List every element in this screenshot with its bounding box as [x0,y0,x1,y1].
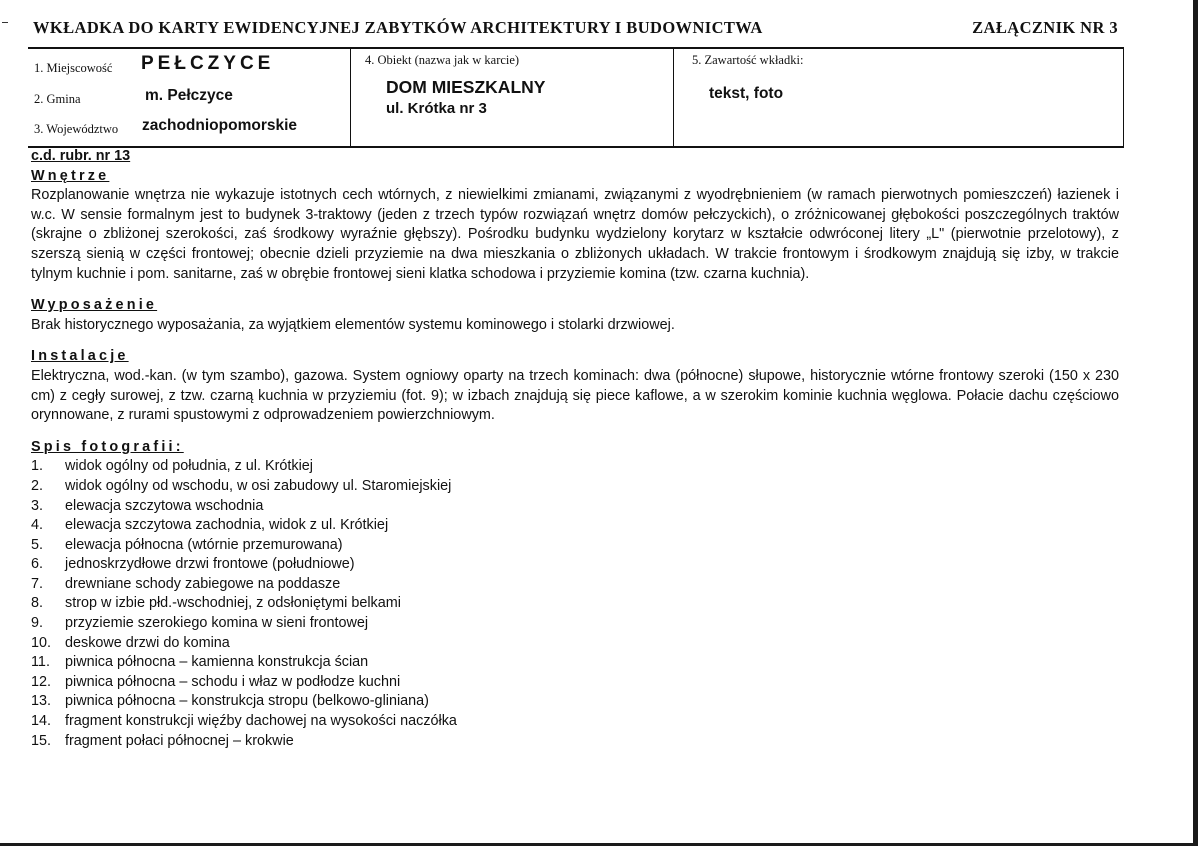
item-number: 3. [31,497,44,514]
list-item [31,712,1119,732]
item-number: 13. [31,693,52,710]
item-text: jednoskrzydłowe drzwi frontowe (południowe) [65,556,355,573]
object-label: 4. Obiekt (nazwa jak w karcie) [365,53,520,67]
contents-value: tekst, foto [709,85,784,102]
section-text: Elektryczna, wod.-kan. (w tym szambo), gazowa. System ogniowy oparty na trzech kominach: dwa (północne) słupowe, historycznie wtórne frontowy szeroki (150 x 230 cm) z cegły surowej, z tzw. czarną kuchnia w przyziemiu (fot. 9); w izbach znajdują się piece kaflowe, a w szerokim kominie kuchnia węglowa. Połacie dachu częściowo orynnowane, z rurami spustowymi z odprowadzeniem powierzchniowym. [31,367,1119,424]
photo-list-heading: Spis fotografii: [31,438,184,455]
list-item [31,692,1119,712]
item-text: elewacja szczytowa wschodnia [65,497,264,514]
section-interior [31,167,1119,285]
item-number: 1. [31,458,44,475]
item-text: piwnica północna – konstrukcja stropu (belkowo-gliniana) [65,693,429,710]
list-item [31,653,1119,673]
info-table [28,47,1124,148]
section-heading: Instalacje [31,348,129,365]
object-name: DOM MIESZKALNY [386,77,546,97]
contents-column [673,49,1124,146]
document-body [31,147,1119,751]
item-text: fragment połaci północnej – krokwie [65,732,294,749]
continuation-note: c.d. rubr. nr 13 [31,148,131,164]
list-item [31,614,1119,634]
scan-edge-right [1193,0,1198,846]
section-text: Brak historycznego wyposażania, za wyjątkiem elementów systemu kominowego i stolarki drzwiowej. [31,316,675,333]
locality-value: PEŁCZYCE [141,53,275,74]
item-number: 5. [31,536,44,553]
item-number: 14. [31,713,52,730]
list-item [31,516,1119,536]
list-item [31,575,1119,595]
section-text: Rozplanowanie wnętrza nie wykazuje istotnych cech wtórnych, z niewielkimi zmianami, związanymi z wyodrębnieniem (w ramach pierwotnych pomieszczeń) łazienek i w.c. W sensie formalnym jest to budynek 3-traktowy (jeden z trzech typów rozwiązań wnętrz domów pełczyckich), o zróżnicowanej głębokości poszczególnych traktów (skrajne o zbliżonej szerokości, zaś środkowy wyraźnie głębszy). Pośrodku budynku wydzielony korytarz w kształcie odwróconej litery „L" (pierwotnie przelotowy), z szerszą sienią w części frontowej; obecnie dzieli przyziemie na dwa mieszkania o zbliżonych układach. W trakcie frontowym i środkowym znajdują się izby, w trakcie tylnym kuchnie i pom. sanitarne, zaś w obrębie frontowej sieni klatka schodowa i przyziemie komina (tzw. czarna kuchnia). [31,187,1119,282]
item-text: widok ogólny od wschodu, w osi zabudowy ul. Staromiejskiej [65,477,452,494]
list-item [31,555,1119,575]
contents-label: 5. Zawartość wkładki: [692,53,804,67]
section-installations [31,347,1119,425]
document-title: WKŁADKA DO KARTY EWIDENCYJNEJ ZABYTKÓW ARCHITEKTURY I BUDOWNICTWA [33,18,763,37]
list-item [31,634,1119,654]
object-column [350,49,673,146]
item-text: widok ogólny od południa, z ul. Krótkiej [65,458,313,475]
item-text: przyziemie szerokiego komina w sieni frontowej [65,615,369,632]
section-equipment [31,296,1119,335]
item-number: 6. [31,556,44,573]
item-number: 9. [31,615,44,632]
list-item [31,457,1119,477]
item-text: deskowe drzwi do komina [65,634,230,651]
list-item [31,594,1119,614]
list-item [31,497,1119,517]
item-number: 10. [31,634,52,651]
section-heading: Wyposażenie [31,297,158,314]
voivodeship-value: zachodniopomorskie [142,117,298,134]
item-number: 4. [31,517,44,534]
list-item [31,732,1119,752]
item-text: elewacja szczytowa zachodnia, widok z ul. Krótkiej [65,517,389,534]
annex-label: ZAŁĄCZNIK NR 3 [972,18,1118,37]
item-number: 12. [31,673,52,690]
item-text: fragment konstrukcji więźby dachowej na wysokości naczółka [65,713,457,730]
item-number: 15. [31,732,52,749]
list-item [31,673,1119,693]
item-text: drewniane schody zabiegowe na poddasze [65,575,341,592]
section-heading: Wnętrze [31,167,110,184]
item-text: strop w izbie płd.-wschodniej, z odsłoniętymi belkami [65,595,401,612]
item-number: 11. [31,654,50,671]
list-item [31,536,1119,556]
voivodeship-label: 3. Województwo [34,122,119,136]
list-item [31,477,1119,497]
item-number: 2. [31,477,44,494]
photo-list-section [31,438,1119,752]
location-column [28,49,350,146]
commune-label: 2. Gmina [34,92,81,106]
commune-value: m. Pełczyce [145,87,233,104]
corner-mark [2,22,8,23]
item-text: piwnica północna – schodu i właz w podłodze kuchni [65,673,401,690]
item-text: elewacja północna (wtórnie przemurowana) [65,536,343,553]
item-number: 7. [31,575,44,592]
photo-list [31,457,1119,751]
item-text: piwnica północna – kamienna konstrukcja ścian [65,654,369,671]
object-address: ul. Krótka nr 3 [386,100,487,117]
item-number: 8. [31,595,44,612]
locality-label: 1. Miejscowość [34,61,113,75]
